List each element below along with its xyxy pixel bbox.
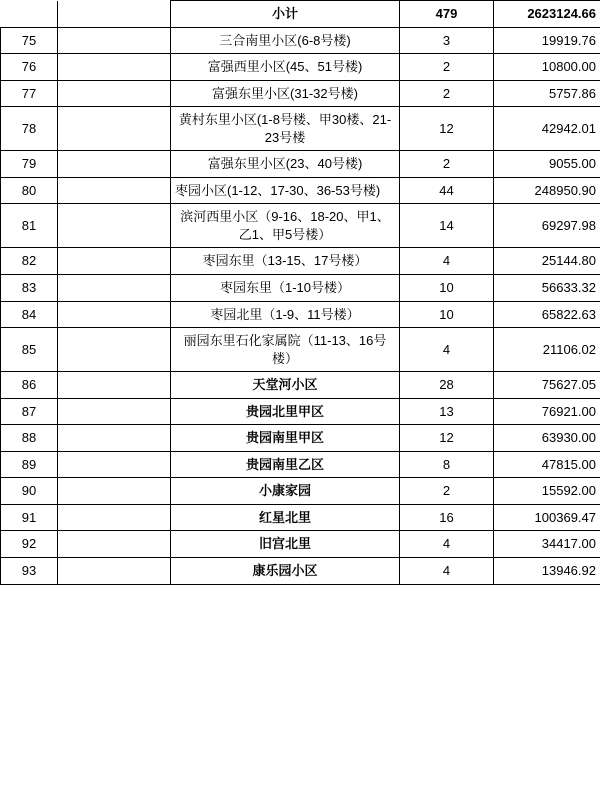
row-amount: 76921.00 bbox=[494, 398, 600, 425]
table-row bbox=[1, 504, 600, 531]
table-row bbox=[1, 151, 600, 178]
row-index: 76 bbox=[1, 54, 58, 81]
table-row bbox=[1, 451, 600, 478]
row-amount: 42942.01 bbox=[494, 107, 600, 151]
row-household-count: 13 bbox=[400, 398, 494, 425]
row-community-name: 三合南里小区(6-8号楼) bbox=[171, 27, 400, 54]
row-index: 79 bbox=[1, 151, 58, 178]
row-spacer bbox=[58, 80, 171, 107]
row-household-count: 28 bbox=[400, 372, 494, 399]
row-household-count: 4 bbox=[400, 531, 494, 558]
row-household-count: 2 bbox=[400, 54, 494, 81]
row-household-count: 10 bbox=[400, 275, 494, 302]
row-spacer bbox=[58, 398, 171, 425]
table-row bbox=[1, 301, 600, 328]
row-household-count: 4 bbox=[400, 328, 494, 372]
table-row bbox=[1, 275, 600, 302]
row-index: 92 bbox=[1, 531, 58, 558]
row-amount: 65822.63 bbox=[494, 301, 600, 328]
row-community-name: 红星北里 bbox=[171, 504, 400, 531]
row-spacer bbox=[58, 151, 171, 178]
row-amount: 15592.00 bbox=[494, 478, 600, 505]
row-spacer bbox=[58, 531, 171, 558]
table-row bbox=[1, 27, 600, 54]
row-community-name: 枣园北里（1-9、11号楼） bbox=[171, 301, 400, 328]
row-spacer bbox=[58, 451, 171, 478]
row-index: 89 bbox=[1, 451, 58, 478]
row-index: 87 bbox=[1, 398, 58, 425]
row-spacer bbox=[58, 558, 171, 585]
row-community-name: 贵园南里乙区 bbox=[171, 451, 400, 478]
row-index: 77 bbox=[1, 80, 58, 107]
row-index: 81 bbox=[1, 204, 58, 248]
row-household-count: 44 bbox=[400, 177, 494, 204]
row-household-count: 10 bbox=[400, 301, 494, 328]
row-amount: 21106.02 bbox=[494, 328, 600, 372]
row-household-count: 12 bbox=[400, 107, 494, 151]
row-index: 91 bbox=[1, 504, 58, 531]
row-community-name: 富强东里小区(23、40号楼) bbox=[171, 151, 400, 178]
row-amount: 248950.90 bbox=[494, 177, 600, 204]
table-row bbox=[1, 80, 600, 107]
row-index: 85 bbox=[1, 328, 58, 372]
row-index: 83 bbox=[1, 275, 58, 302]
row-amount: 2623124.66 bbox=[494, 1, 600, 28]
table-row bbox=[1, 478, 600, 505]
row-index bbox=[1, 1, 58, 28]
row-community-name: 贵园北里甲区 bbox=[171, 398, 400, 425]
row-spacer bbox=[58, 54, 171, 81]
row-spacer bbox=[58, 204, 171, 248]
row-amount: 13946.92 bbox=[494, 558, 600, 585]
row-index: 82 bbox=[1, 248, 58, 275]
row-household-count: 8 bbox=[400, 451, 494, 478]
row-community-name: 丽园东里石化家属院（11-13、16号楼） bbox=[171, 328, 400, 372]
row-spacer bbox=[58, 425, 171, 452]
table-row bbox=[1, 177, 600, 204]
row-spacer bbox=[58, 248, 171, 275]
row-community-name: 枣园东里（1-10号楼） bbox=[171, 275, 400, 302]
row-household-count: 2 bbox=[400, 151, 494, 178]
row-index: 93 bbox=[1, 558, 58, 585]
row-household-count: 479 bbox=[400, 1, 494, 28]
row-community-name: 康乐园小区 bbox=[171, 558, 400, 585]
row-household-count: 2 bbox=[400, 478, 494, 505]
row-amount: 25144.80 bbox=[494, 248, 600, 275]
table-body bbox=[1, 1, 600, 585]
row-household-count: 14 bbox=[400, 204, 494, 248]
row-household-count: 16 bbox=[400, 504, 494, 531]
row-household-count: 4 bbox=[400, 558, 494, 585]
row-community-name: 小康家园 bbox=[171, 478, 400, 505]
table-row bbox=[1, 328, 600, 372]
row-household-count: 3 bbox=[400, 27, 494, 54]
row-amount: 47815.00 bbox=[494, 451, 600, 478]
row-community-name: 小计 bbox=[171, 1, 400, 28]
row-spacer bbox=[58, 1, 171, 28]
row-amount: 19919.76 bbox=[494, 27, 600, 54]
row-community-name: 贵园南里甲区 bbox=[171, 425, 400, 452]
row-community-name: 富强东里小区(31-32号楼) bbox=[171, 80, 400, 107]
row-spacer bbox=[58, 275, 171, 302]
row-household-count: 12 bbox=[400, 425, 494, 452]
table-row bbox=[1, 372, 600, 399]
row-amount: 100369.47 bbox=[494, 504, 600, 531]
row-spacer bbox=[58, 27, 171, 54]
row-community-name: 旧宫北里 bbox=[171, 531, 400, 558]
row-index: 90 bbox=[1, 478, 58, 505]
row-spacer bbox=[58, 177, 171, 204]
row-household-count: 4 bbox=[400, 248, 494, 275]
row-community-name: 富强西里小区(45、51号楼) bbox=[171, 54, 400, 81]
table-row bbox=[1, 54, 600, 81]
row-amount: 5757.86 bbox=[494, 80, 600, 107]
table-row bbox=[1, 204, 600, 248]
row-spacer bbox=[58, 504, 171, 531]
row-community-name: 天堂河小区 bbox=[171, 372, 400, 399]
row-community-name: 枣园东里（13-15、17号楼） bbox=[171, 248, 400, 275]
table-row bbox=[1, 107, 600, 151]
row-amount: 56633.32 bbox=[494, 275, 600, 302]
table-row bbox=[1, 558, 600, 585]
table-row bbox=[1, 1, 600, 28]
row-community-name: 枣园小区(1-12、17-30、36-53号楼) bbox=[171, 177, 400, 204]
row-spacer bbox=[58, 107, 171, 151]
row-spacer bbox=[58, 478, 171, 505]
row-index: 88 bbox=[1, 425, 58, 452]
row-index: 86 bbox=[1, 372, 58, 399]
table-row bbox=[1, 531, 600, 558]
row-index: 78 bbox=[1, 107, 58, 151]
table-row bbox=[1, 398, 600, 425]
row-spacer bbox=[58, 328, 171, 372]
row-amount: 75627.05 bbox=[494, 372, 600, 399]
row-amount: 10800.00 bbox=[494, 54, 600, 81]
row-household-count: 2 bbox=[400, 80, 494, 107]
row-index: 80 bbox=[1, 177, 58, 204]
row-community-name: 黄村东里小区(1-8号楼、甲30楼、21-23号楼 bbox=[171, 107, 400, 151]
row-amount: 63930.00 bbox=[494, 425, 600, 452]
row-spacer bbox=[58, 372, 171, 399]
row-spacer bbox=[58, 301, 171, 328]
row-community-name: 滨河西里小区（9-16、18-20、甲1、乙1、甲5号楼） bbox=[171, 204, 400, 248]
table-row bbox=[1, 248, 600, 275]
row-amount: 34417.00 bbox=[494, 531, 600, 558]
row-index: 75 bbox=[1, 27, 58, 54]
row-amount: 9055.00 bbox=[494, 151, 600, 178]
row-amount: 69297.98 bbox=[494, 204, 600, 248]
row-index: 84 bbox=[1, 301, 58, 328]
table-row bbox=[1, 425, 600, 452]
